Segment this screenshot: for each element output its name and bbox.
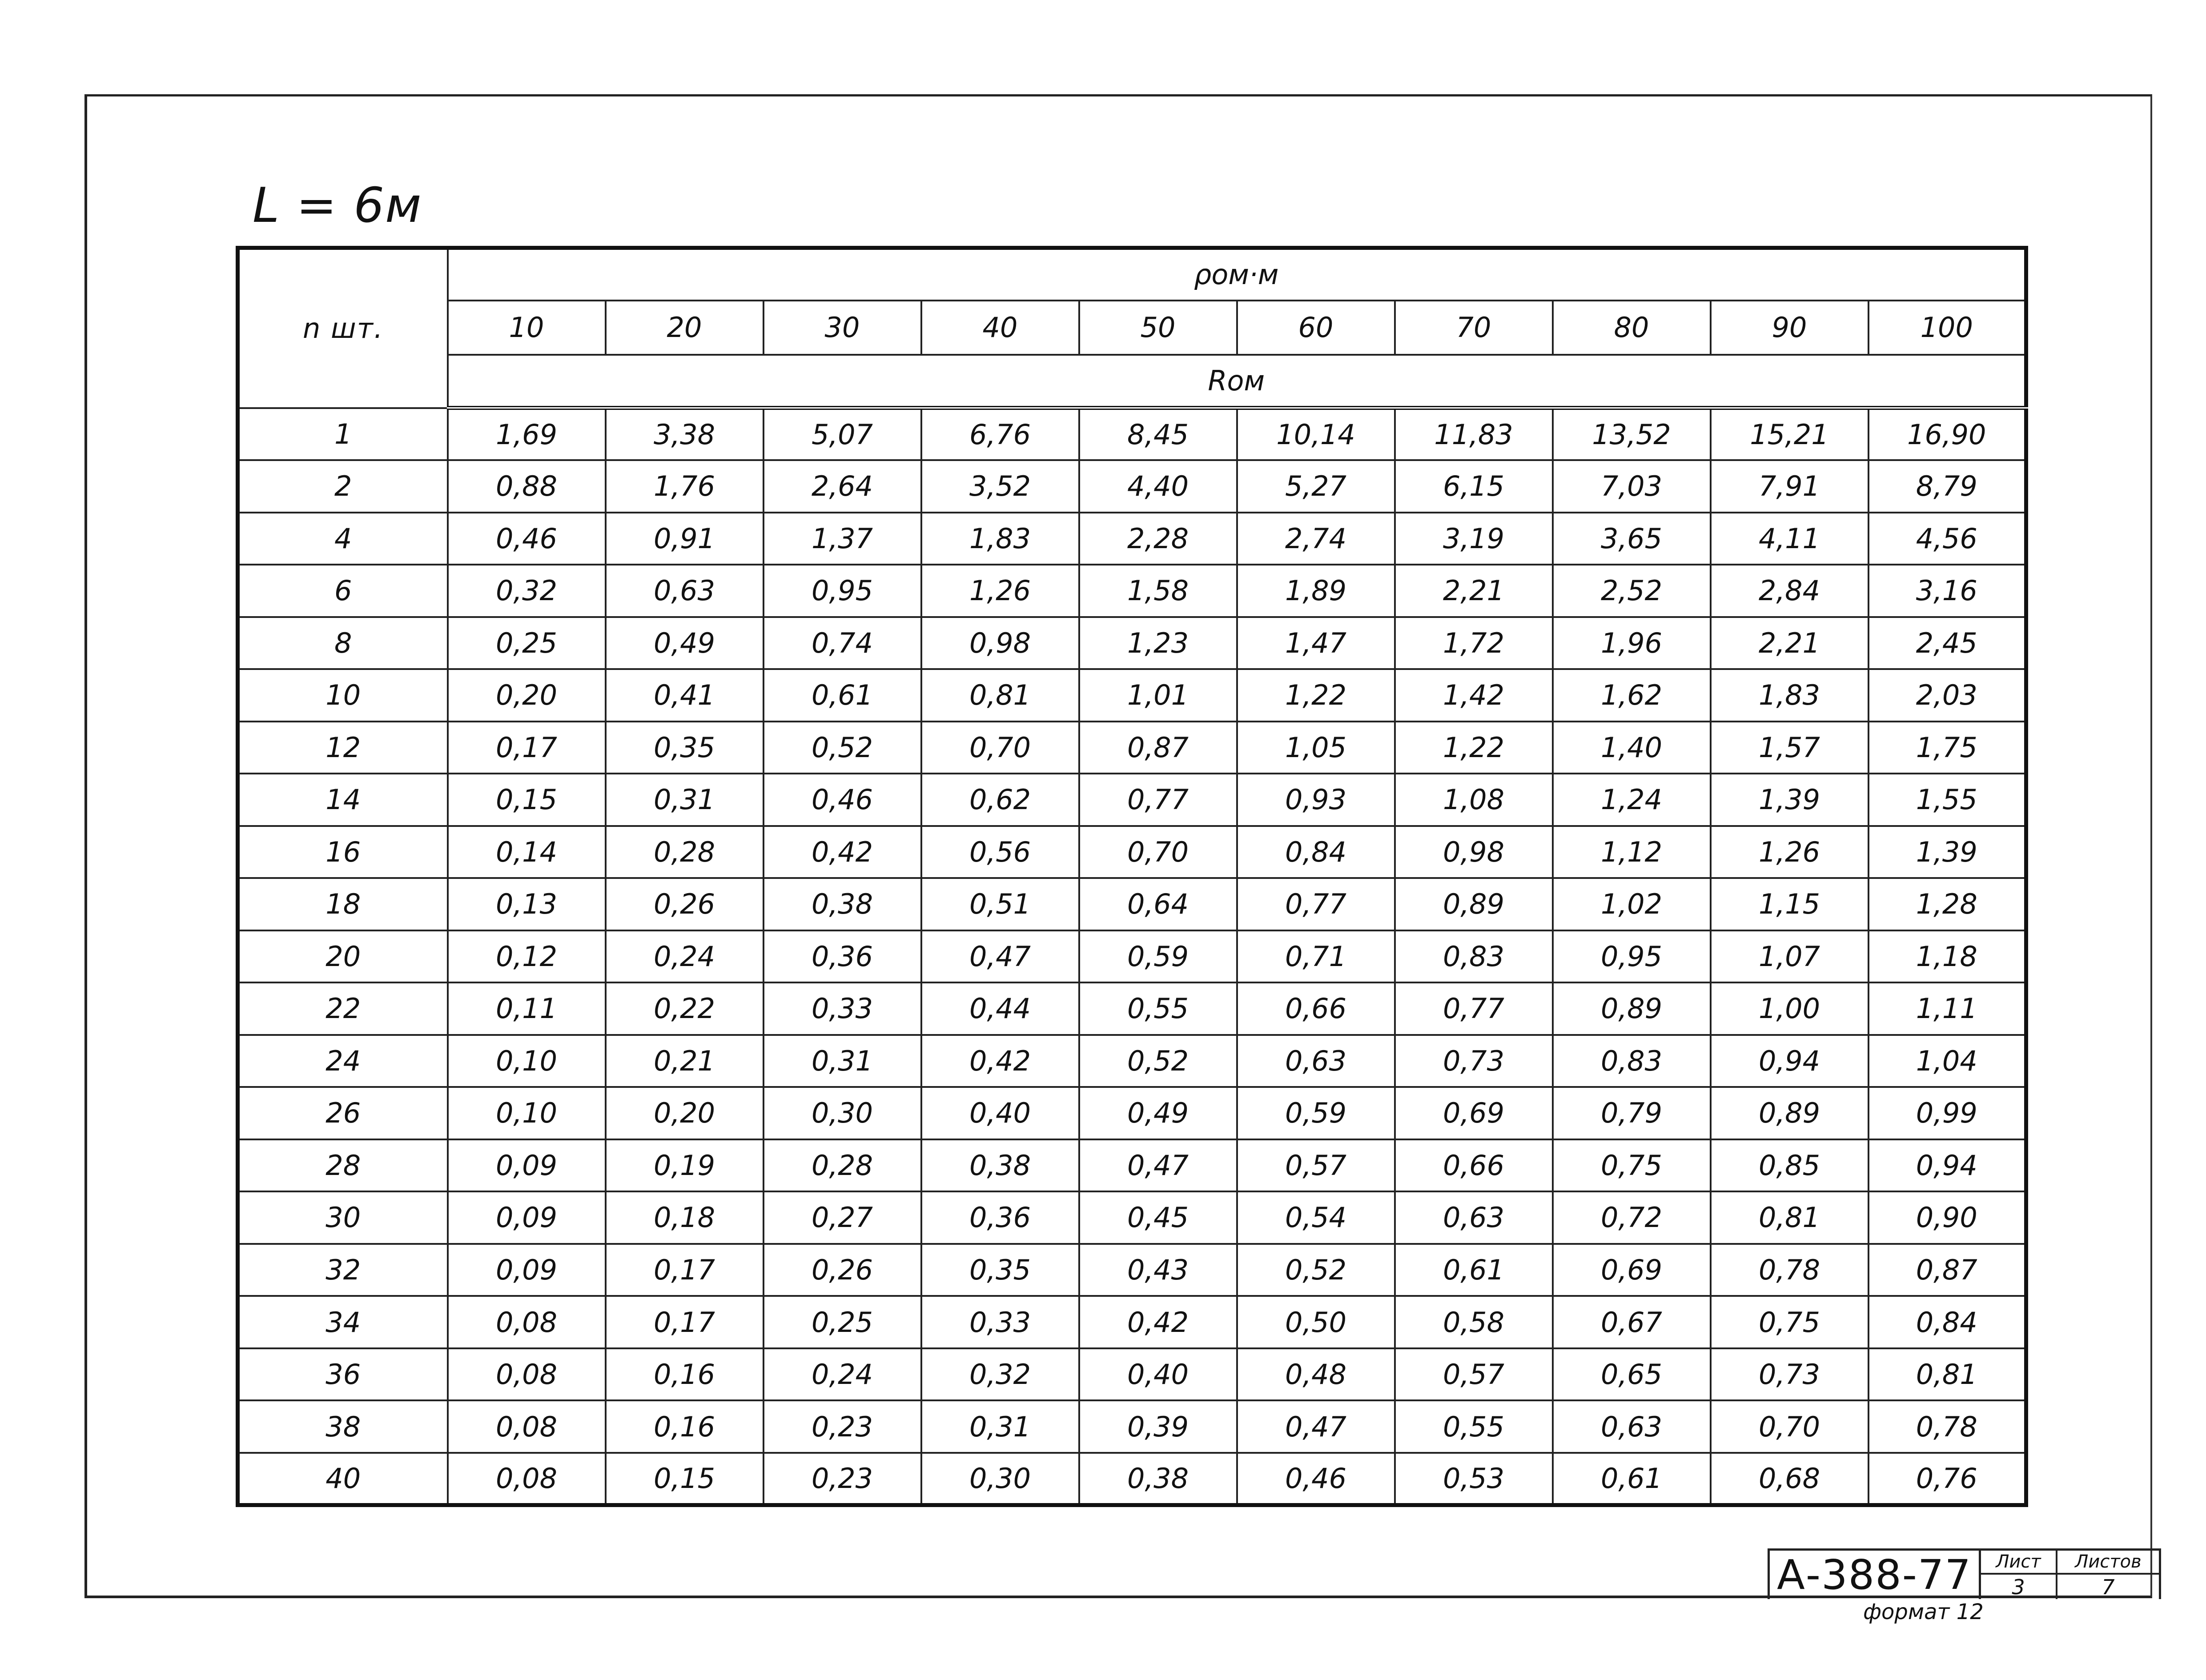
resistance-value-cell: 0,49	[606, 617, 763, 670]
resistance-value-cell: 0,18	[606, 1191, 763, 1244]
resistance-value-cell: 0,73	[1711, 1348, 1868, 1401]
resistance-value-cell: 0,25	[763, 1296, 921, 1348]
resistance-value-cell: 0,51	[921, 878, 1079, 930]
rho-value-header: 20	[606, 301, 763, 355]
table-row	[238, 722, 2026, 774]
resistance-value-cell: 0,31	[763, 1035, 921, 1087]
resistance-value-cell: 0,44	[921, 982, 1079, 1035]
resistance-value-cell: 0,20	[606, 1087, 763, 1139]
resistance-value-cell: 1,37	[763, 513, 921, 565]
resistance-value-cell: 1,22	[1395, 722, 1553, 774]
resistance-value-cell: 0,67	[1553, 1296, 1711, 1348]
resistance-value-cell: 0,77	[1395, 982, 1553, 1035]
resistance-value-cell: 0,52	[763, 722, 921, 774]
resistance-value-cell: 8,45	[1079, 408, 1237, 461]
table-row	[238, 1139, 2026, 1192]
resistance-value-cell: 0,94	[1711, 1035, 1868, 1087]
table-row	[238, 408, 2026, 461]
electrode-count-cell: 8	[238, 617, 448, 670]
resistance-value-cell: 0,09	[448, 1139, 606, 1192]
resistance-value-cell: 0,69	[1395, 1087, 1553, 1139]
table-row	[238, 982, 2026, 1035]
resistance-value-cell: 0,62	[921, 774, 1079, 826]
resistance-value-cell: 0,39	[1079, 1400, 1237, 1453]
resistance-value-cell: 1,22	[1237, 669, 1395, 722]
resistance-value-cell: 0,53	[1395, 1453, 1553, 1505]
resistance-value-cell: 0,71	[1237, 930, 1395, 983]
resistance-value-cell: 1,55	[1868, 774, 2026, 826]
table-row	[238, 1348, 2026, 1401]
electrode-count-cell: 40	[238, 1453, 448, 1505]
table-row	[238, 617, 2026, 670]
resistance-value-cell: 0,41	[606, 669, 763, 722]
resistance-value-cell: 0,47	[921, 930, 1079, 983]
resistance-value-cell: 0,35	[606, 722, 763, 774]
resistance-value-cell: 0,30	[763, 1087, 921, 1139]
resistance-value-cell: 0,08	[448, 1348, 606, 1401]
resistance-value-cell: 0,26	[763, 1244, 921, 1296]
electrode-count-cell: 20	[238, 930, 448, 983]
electrode-count-cell: 2	[238, 460, 448, 513]
resistance-value-cell: 0,95	[1553, 930, 1711, 983]
resistance-value-cell: 0,24	[606, 930, 763, 983]
table-row	[238, 1453, 2026, 1505]
resistance-value-cell: 1,69	[448, 408, 606, 461]
resistance-value-cell: 1,11	[1868, 982, 2026, 1035]
title-block	[1768, 1548, 2161, 1599]
rho-value-header: 90	[1711, 301, 1868, 355]
resistance-value-cell: 0,43	[1079, 1244, 1237, 1296]
resistance-value-cell: 0,54	[1237, 1191, 1395, 1244]
resistance-value-cell: 5,07	[763, 408, 921, 461]
resistance-value-cell: 0,28	[763, 1139, 921, 1192]
resistance-value-cell: 1,00	[1711, 982, 1868, 1035]
resistance-value-cell: 0,66	[1395, 1139, 1553, 1192]
table-row	[238, 1087, 2026, 1139]
electrode-count-cell: 28	[238, 1139, 448, 1192]
resistance-value-cell: 1,07	[1711, 930, 1868, 983]
resistance-value-cell: 0,17	[448, 722, 606, 774]
rho-value-header: 40	[921, 301, 1079, 355]
resistance-value-cell: 1,75	[1868, 722, 2026, 774]
resistance-table	[236, 246, 2028, 1507]
resistance-value-cell: 3,19	[1395, 513, 1553, 565]
resistance-value-cell: 0,75	[1711, 1296, 1868, 1348]
resistance-value-cell: 0,16	[606, 1348, 763, 1401]
resistance-value-cell: 0,31	[606, 774, 763, 826]
resistance-value-cell: 2,64	[763, 460, 921, 513]
electrode-count-cell: 1	[238, 408, 448, 461]
rho-title: ρом·м	[448, 248, 2026, 301]
resistance-value-cell: 0,09	[448, 1244, 606, 1296]
table-row	[238, 460, 2026, 513]
electrode-count-cell: 4	[238, 513, 448, 565]
resistance-value-cell: 0,63	[1553, 1400, 1711, 1453]
resistance-value-cell: 0,57	[1395, 1348, 1553, 1401]
table-row	[238, 826, 2026, 878]
resistance-value-cell: 1,89	[1237, 565, 1395, 617]
resistance-value-cell: 1,24	[1553, 774, 1711, 826]
sheets-value: 7	[2102, 1575, 2115, 1599]
resistance-value-cell: 0,22	[606, 982, 763, 1035]
resistance-value-cell: 0,83	[1395, 930, 1553, 983]
r-title: Rом	[448, 355, 2026, 408]
resistance-value-cell: 0,21	[606, 1035, 763, 1087]
resistance-value-cell: 0,42	[921, 1035, 1079, 1087]
resistance-value-cell: 0,23	[763, 1453, 921, 1505]
resistance-value-cell: 1,26	[1711, 826, 1868, 878]
resistance-value-cell: 2,74	[1237, 513, 1395, 565]
resistance-value-cell: 0,42	[1079, 1296, 1237, 1348]
resistance-value-cell: 15,21	[1711, 408, 1868, 461]
electrode-count-cell: 10	[238, 669, 448, 722]
resistance-value-cell: 0,49	[1079, 1087, 1237, 1139]
resistance-value-cell: 0,52	[1079, 1035, 1237, 1087]
resistance-value-cell: 0,20	[448, 669, 606, 722]
resistance-value-cell: 0,38	[763, 878, 921, 930]
resistance-value-cell: 0,66	[1237, 982, 1395, 1035]
rho-value-header: 10	[448, 301, 606, 355]
table-row	[238, 930, 2026, 983]
resistance-value-cell: 2,03	[1868, 669, 2026, 722]
resistance-value-cell: 0,76	[1868, 1453, 2026, 1505]
resistance-value-cell: 4,56	[1868, 513, 2026, 565]
table-row	[238, 1244, 2026, 1296]
resistance-value-cell: 0,16	[606, 1400, 763, 1453]
electrode-count-cell: 36	[238, 1348, 448, 1401]
resistance-value-cell: 1,26	[921, 565, 1079, 617]
resistance-value-cell: 0,74	[763, 617, 921, 670]
resistance-value-cell: 0,32	[448, 565, 606, 617]
resistance-value-cell: 0,59	[1079, 930, 1237, 983]
resistance-value-cell: 0,27	[763, 1191, 921, 1244]
resistance-value-cell: 0,14	[448, 826, 606, 878]
resistance-value-cell: 1,23	[1079, 617, 1237, 670]
table-row	[238, 513, 2026, 565]
resistance-value-cell: 4,11	[1711, 513, 1868, 565]
resistance-value-cell: 0,36	[921, 1191, 1079, 1244]
resistance-value-cell: 0,42	[763, 826, 921, 878]
rho-values-row	[238, 301, 2026, 355]
electrode-count-cell: 32	[238, 1244, 448, 1296]
resistance-value-cell: 1,83	[921, 513, 1079, 565]
resistance-value-cell: 1,02	[1553, 878, 1711, 930]
resistance-value-cell: 0,61	[763, 669, 921, 722]
corner-label: n шт.	[238, 248, 448, 408]
resistance-value-cell: 0,90	[1868, 1191, 2026, 1244]
resistance-value-cell: 0,56	[921, 826, 1079, 878]
resistance-value-cell: 1,42	[1395, 669, 1553, 722]
resistance-value-cell: 1,40	[1553, 722, 1711, 774]
resistance-value-cell: 4,40	[1079, 460, 1237, 513]
resistance-value-cell: 0,89	[1553, 982, 1711, 1035]
resistance-value-cell: 0,72	[1553, 1191, 1711, 1244]
table-row	[238, 1296, 2026, 1348]
resistance-value-cell: 0,81	[1711, 1191, 1868, 1244]
resistance-value-cell: 0,09	[448, 1191, 606, 1244]
resistance-value-cell: 10,14	[1237, 408, 1395, 461]
resistance-value-cell: 0,84	[1868, 1296, 2026, 1348]
resistance-value-cell: 1,72	[1395, 617, 1553, 670]
resistance-value-cell: 0,89	[1711, 1087, 1868, 1139]
resistance-value-cell: 0,50	[1237, 1296, 1395, 1348]
electrode-count-cell: 14	[238, 774, 448, 826]
resistance-value-cell: 1,62	[1553, 669, 1711, 722]
resistance-value-cell: 0,08	[448, 1296, 606, 1348]
table-row	[238, 1035, 2026, 1087]
resistance-value-cell: 0,87	[1868, 1244, 2026, 1296]
resistance-value-cell: 0,70	[1711, 1400, 1868, 1453]
electrode-count-cell: 22	[238, 982, 448, 1035]
rho-value-header: 70	[1395, 301, 1553, 355]
table-row	[238, 1400, 2026, 1453]
resistance-value-cell: 0,35	[921, 1244, 1079, 1296]
resistance-value-cell: 0,93	[1237, 774, 1395, 826]
resistance-value-cell: 0,46	[763, 774, 921, 826]
sheets-label: Листов	[2057, 1551, 2159, 1575]
electrode-count-cell: 6	[238, 565, 448, 617]
resistance-value-cell: 0,28	[606, 826, 763, 878]
resistance-value-cell: 0,15	[606, 1453, 763, 1505]
resistance-value-cell: 3,16	[1868, 565, 2026, 617]
resistance-value-cell: 5,27	[1237, 460, 1395, 513]
resistance-value-cell: 0,48	[1237, 1348, 1395, 1401]
resistance-value-cell: 0,55	[1079, 982, 1237, 1035]
resistance-value-cell: 0,31	[921, 1400, 1079, 1453]
resistance-value-cell: 0,75	[1553, 1139, 1711, 1192]
resistance-value-cell: 0,64	[1079, 878, 1237, 930]
resistance-value-cell: 0,79	[1553, 1087, 1711, 1139]
resistance-value-cell: 0,63	[1395, 1191, 1553, 1244]
table-row	[238, 565, 2026, 617]
resistance-value-cell: 0,91	[606, 513, 763, 565]
resistance-value-cell: 0,33	[921, 1296, 1079, 1348]
resistance-value-cell: 1,01	[1079, 669, 1237, 722]
resistance-value-cell: 0,46	[1237, 1453, 1395, 1505]
resistance-value-cell: 0,78	[1868, 1400, 2026, 1453]
resistance-value-cell: 0,30	[921, 1453, 1079, 1505]
resistance-value-cell: 0,08	[448, 1400, 606, 1453]
resistance-value-cell: 0,87	[1079, 722, 1237, 774]
resistance-value-cell: 1,76	[606, 460, 763, 513]
electrode-count-cell: 24	[238, 1035, 448, 1087]
resistance-value-cell: 0,98	[921, 617, 1079, 670]
sheet-cell	[1981, 1551, 2057, 1599]
resistance-value-cell: 1,12	[1553, 826, 1711, 878]
length-label: L = 6м	[253, 178, 422, 233]
resistance-value-cell: 0,99	[1868, 1087, 2026, 1139]
resistance-value-cell: 0,38	[921, 1139, 1079, 1192]
resistance-value-cell: 0,33	[763, 982, 921, 1035]
resistance-value-cell: 13,52	[1553, 408, 1711, 461]
table-row	[238, 878, 2026, 930]
resistance-value-cell: 1,28	[1868, 878, 2026, 930]
resistance-value-cell: 0,77	[1237, 878, 1395, 930]
resistance-value-cell: 1,83	[1711, 669, 1868, 722]
resistance-value-cell: 1,04	[1868, 1035, 2026, 1087]
resistance-value-cell: 0,40	[1079, 1348, 1237, 1401]
resistance-value-cell: 0,45	[1079, 1191, 1237, 1244]
resistance-value-cell: 0,65	[1553, 1348, 1711, 1401]
electrode-count-cell: 16	[238, 826, 448, 878]
resistance-value-cell: 2,45	[1868, 617, 2026, 670]
table-row	[238, 774, 2026, 826]
resistance-value-cell: 7,03	[1553, 460, 1711, 513]
resistance-value-cell: 0,47	[1237, 1400, 1395, 1453]
resistance-value-cell: 2,28	[1079, 513, 1237, 565]
resistance-value-cell: 0,26	[606, 878, 763, 930]
electrode-count-cell: 38	[238, 1400, 448, 1453]
resistance-value-cell: 1,05	[1237, 722, 1395, 774]
resistance-value-cell: 0,61	[1395, 1244, 1553, 1296]
resistance-value-cell: 1,47	[1237, 617, 1395, 670]
resistance-value-cell: 0,98	[1395, 826, 1553, 878]
resistance-value-cell: 0,36	[763, 930, 921, 983]
resistance-value-cell: 0,70	[1079, 826, 1237, 878]
resistance-value-cell: 0,85	[1711, 1139, 1868, 1192]
resistance-value-cell: 0,40	[921, 1087, 1079, 1139]
resistance-value-cell: 0,08	[448, 1453, 606, 1505]
resistance-value-cell: 0,70	[921, 722, 1079, 774]
resistance-value-cell: 1,39	[1868, 826, 2026, 878]
format-label: формат 12	[1863, 1600, 1984, 1624]
table-row	[238, 1191, 2026, 1244]
table-row	[238, 669, 2026, 722]
resistance-value-cell: 0,47	[1079, 1139, 1237, 1192]
sheet-label: Лист	[1981, 1551, 2056, 1575]
resistance-value-cell: 1,18	[1868, 930, 2026, 983]
resistance-value-cell: 0,88	[448, 460, 606, 513]
resistance-value-cell: 0,58	[1395, 1296, 1553, 1348]
resistance-value-cell: 0,84	[1237, 826, 1395, 878]
resistance-value-cell: 8,79	[1868, 460, 2026, 513]
resistance-value-cell: 1,15	[1711, 878, 1868, 930]
resistance-value-cell: 0,12	[448, 930, 606, 983]
resistance-value-cell: 0,24	[763, 1348, 921, 1401]
resistance-value-cell: 2,84	[1711, 565, 1868, 617]
rho-value-header: 30	[763, 301, 921, 355]
resistance-value-cell: 1,96	[1553, 617, 1711, 670]
rho-value-header: 60	[1237, 301, 1395, 355]
resistance-value-cell: 0,10	[448, 1087, 606, 1139]
resistance-value-cell: 3,65	[1553, 513, 1711, 565]
document-code: А-388-77	[1770, 1551, 1981, 1599]
sheet-value: 3	[2012, 1575, 2025, 1599]
resistance-value-cell: 1,08	[1395, 774, 1553, 826]
resistance-value-cell: 0,55	[1395, 1400, 1553, 1453]
resistance-value-cell: 0,68	[1711, 1453, 1868, 1505]
resistance-value-cell: 0,83	[1553, 1035, 1711, 1087]
resistance-value-cell: 0,19	[606, 1139, 763, 1192]
rho-value-header: 50	[1079, 301, 1237, 355]
resistance-value-cell: 3,38	[606, 408, 763, 461]
rho-value-header: 100	[1868, 301, 2026, 355]
resistance-value-cell: 1,58	[1079, 565, 1237, 617]
resistance-value-cell: 0,15	[448, 774, 606, 826]
resistance-value-cell: 0,23	[763, 1400, 921, 1453]
rho-value-header: 80	[1553, 301, 1711, 355]
resistance-value-cell: 16,90	[1868, 408, 2026, 461]
resistance-value-cell: 0,69	[1553, 1244, 1711, 1296]
resistance-value-cell: 2,21	[1395, 565, 1553, 617]
table-body	[238, 408, 2026, 1505]
sheets-cell	[2057, 1551, 2159, 1599]
resistance-value-cell: 0,13	[448, 878, 606, 930]
resistance-value-cell: 1,57	[1711, 722, 1868, 774]
electrode-count-cell: 26	[238, 1087, 448, 1139]
resistance-value-cell: 0,10	[448, 1035, 606, 1087]
resistance-value-cell: 1,39	[1711, 774, 1868, 826]
electrode-count-cell: 34	[238, 1296, 448, 1348]
resistance-value-cell: 0,38	[1079, 1453, 1237, 1505]
resistance-value-cell: 0,59	[1237, 1087, 1395, 1139]
resistance-value-cell: 0,77	[1079, 774, 1237, 826]
resistance-value-cell: 0,94	[1868, 1139, 2026, 1192]
resistance-value-cell: 0,81	[921, 669, 1079, 722]
resistance-value-cell: 11,83	[1395, 408, 1553, 461]
resistance-value-cell: 2,52	[1553, 565, 1711, 617]
resistance-value-cell: 0,17	[606, 1296, 763, 1348]
resistance-value-cell: 0,25	[448, 617, 606, 670]
resistance-value-cell: 0,78	[1711, 1244, 1868, 1296]
resistance-value-cell: 7,91	[1711, 460, 1868, 513]
resistance-value-cell: 0,63	[606, 565, 763, 617]
resistance-value-cell: 0,95	[763, 565, 921, 617]
resistance-value-cell: 0,63	[1237, 1035, 1395, 1087]
resistance-value-cell: 0,81	[1868, 1348, 2026, 1401]
resistance-value-cell: 0,57	[1237, 1139, 1395, 1192]
resistance-value-cell: 3,52	[921, 460, 1079, 513]
resistance-value-cell: 0,17	[606, 1244, 763, 1296]
resistance-value-cell: 0,89	[1395, 878, 1553, 930]
resistance-value-cell: 2,21	[1711, 617, 1868, 670]
resistance-value-cell: 6,76	[921, 408, 1079, 461]
resistance-value-cell: 0,73	[1395, 1035, 1553, 1087]
resistance-value-cell: 0,32	[921, 1348, 1079, 1401]
resistance-value-cell: 0,46	[448, 513, 606, 565]
resistance-value-cell: 0,61	[1553, 1453, 1711, 1505]
table-head	[238, 248, 2026, 408]
resistance-value-cell: 6,15	[1395, 460, 1553, 513]
electrode-count-cell: 18	[238, 878, 448, 930]
electrode-count-cell: 12	[238, 722, 448, 774]
resistance-value-cell: 0,52	[1237, 1244, 1395, 1296]
electrode-count-cell: 30	[238, 1191, 448, 1244]
resistance-value-cell: 0,11	[448, 982, 606, 1035]
